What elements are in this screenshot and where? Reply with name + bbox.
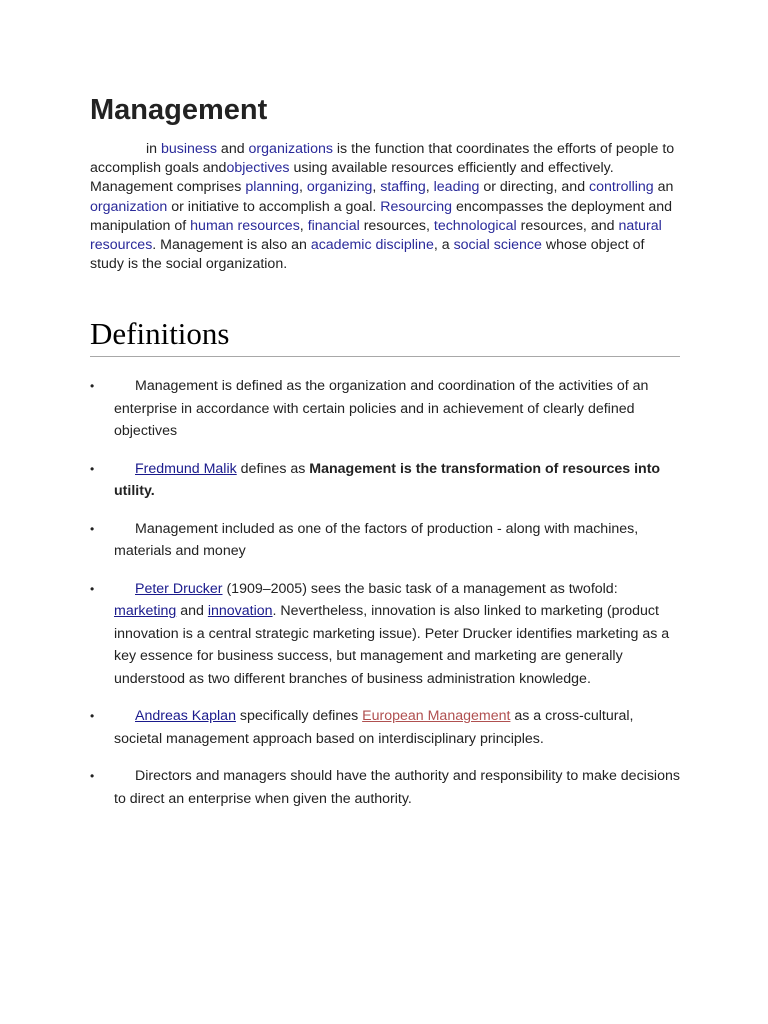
malik-definition: Management is the transformation of resources into utility.	[114, 460, 661, 500]
list-item: • Peter Drucker (1909–2005) sees the basic task of a management as twofold: marketing and innovation. Nevertheless, innovation is also linked to marketing (product innovation is a central strategic marketing issue). Peter Drucker identifies marketing as a key essence for business success, but management and marketing are generally understood as two different branches of business administration knowledge.	[90, 578, 680, 691]
bullet-icon: •	[90, 521, 95, 536]
list-item: • Management included as one of the factors of production - along with machines, materials and money	[90, 518, 680, 563]
list-item: • Management is defined as the organization and coordination of the activities of an enterprise in accordance with certain policies and in achievement of clearly defined objectives	[90, 375, 680, 443]
link-social-science[interactable]: social science	[453, 237, 542, 254]
link-organizations[interactable]: organizations	[248, 141, 333, 157]
link-staffing[interactable]: staffing	[380, 179, 426, 196]
link-resourcing[interactable]: Resourcing	[380, 198, 452, 215]
page-title: Management	[90, 94, 268, 126]
bullet-icon: •	[90, 379, 95, 394]
list-item: • Directors and managers should have the authority and responsibility to make decisions to direct an enterprise when given the authority.	[90, 765, 680, 810]
bullet-icon: •	[90, 461, 95, 476]
link-financial[interactable]: financial	[307, 217, 360, 234]
link-andreas-kaplan[interactable]: Andreas Kaplan	[135, 708, 236, 725]
bullet-icon: •	[90, 769, 95, 784]
link-natural-resources[interactable]: natural resources	[90, 217, 662, 254]
list-item: • Fredmund Malik defines as Management is the transformation of resources into utility.	[90, 458, 680, 503]
bullet-icon: •	[90, 581, 95, 596]
link-controlling[interactable]: controlling	[589, 179, 654, 196]
link-human-resources[interactable]: human resources	[190, 217, 300, 234]
link-peter-drucker[interactable]: Peter Drucker	[135, 580, 223, 597]
link-technological[interactable]: technological	[433, 217, 517, 234]
link-leading[interactable]: leading	[433, 179, 480, 196]
link-planning[interactable]: planning	[245, 179, 299, 196]
definitions-list	[90, 375, 680, 810]
link-innovation[interactable]: innovation	[207, 603, 273, 620]
definitions-heading: Definitions	[90, 314, 680, 357]
list-item: • Andreas Kaplan specifically defines European Management as a cross-cultural, societal management approach based on interdisciplinary principles.	[90, 705, 680, 750]
document-page	[90, 92, 680, 825]
link-academic-discipline[interactable]: academic discipline	[310, 237, 434, 254]
link-organizing[interactable]: organizing	[306, 179, 373, 196]
link-marketing[interactable]: marketing	[114, 603, 177, 620]
bullet-icon: •	[90, 709, 95, 724]
link-business[interactable]: business	[160, 141, 217, 157]
link-organization[interactable]: organization	[90, 198, 168, 215]
link-objectives[interactable]: objectives	[226, 160, 290, 177]
link-european-management[interactable]: European Management	[362, 708, 511, 725]
intro-paragraph: in business and organizations is the function that coordinates the efforts of people to accomplish goals andobjectives using available resources efficiently and effectively. Management comprises planning, organizing, staffing, leading or directing, and controlling an organization or initiative to accomplish a goal. Resourcing encompasses the deployment and manipulation of human resources, financial resources, technological resources, and natural resources. Management is also an academic discipline, a social science whose object of study is the social organization.	[90, 141, 675, 273]
link-fredmund-malik[interactable]: Fredmund Malik	[135, 460, 237, 477]
